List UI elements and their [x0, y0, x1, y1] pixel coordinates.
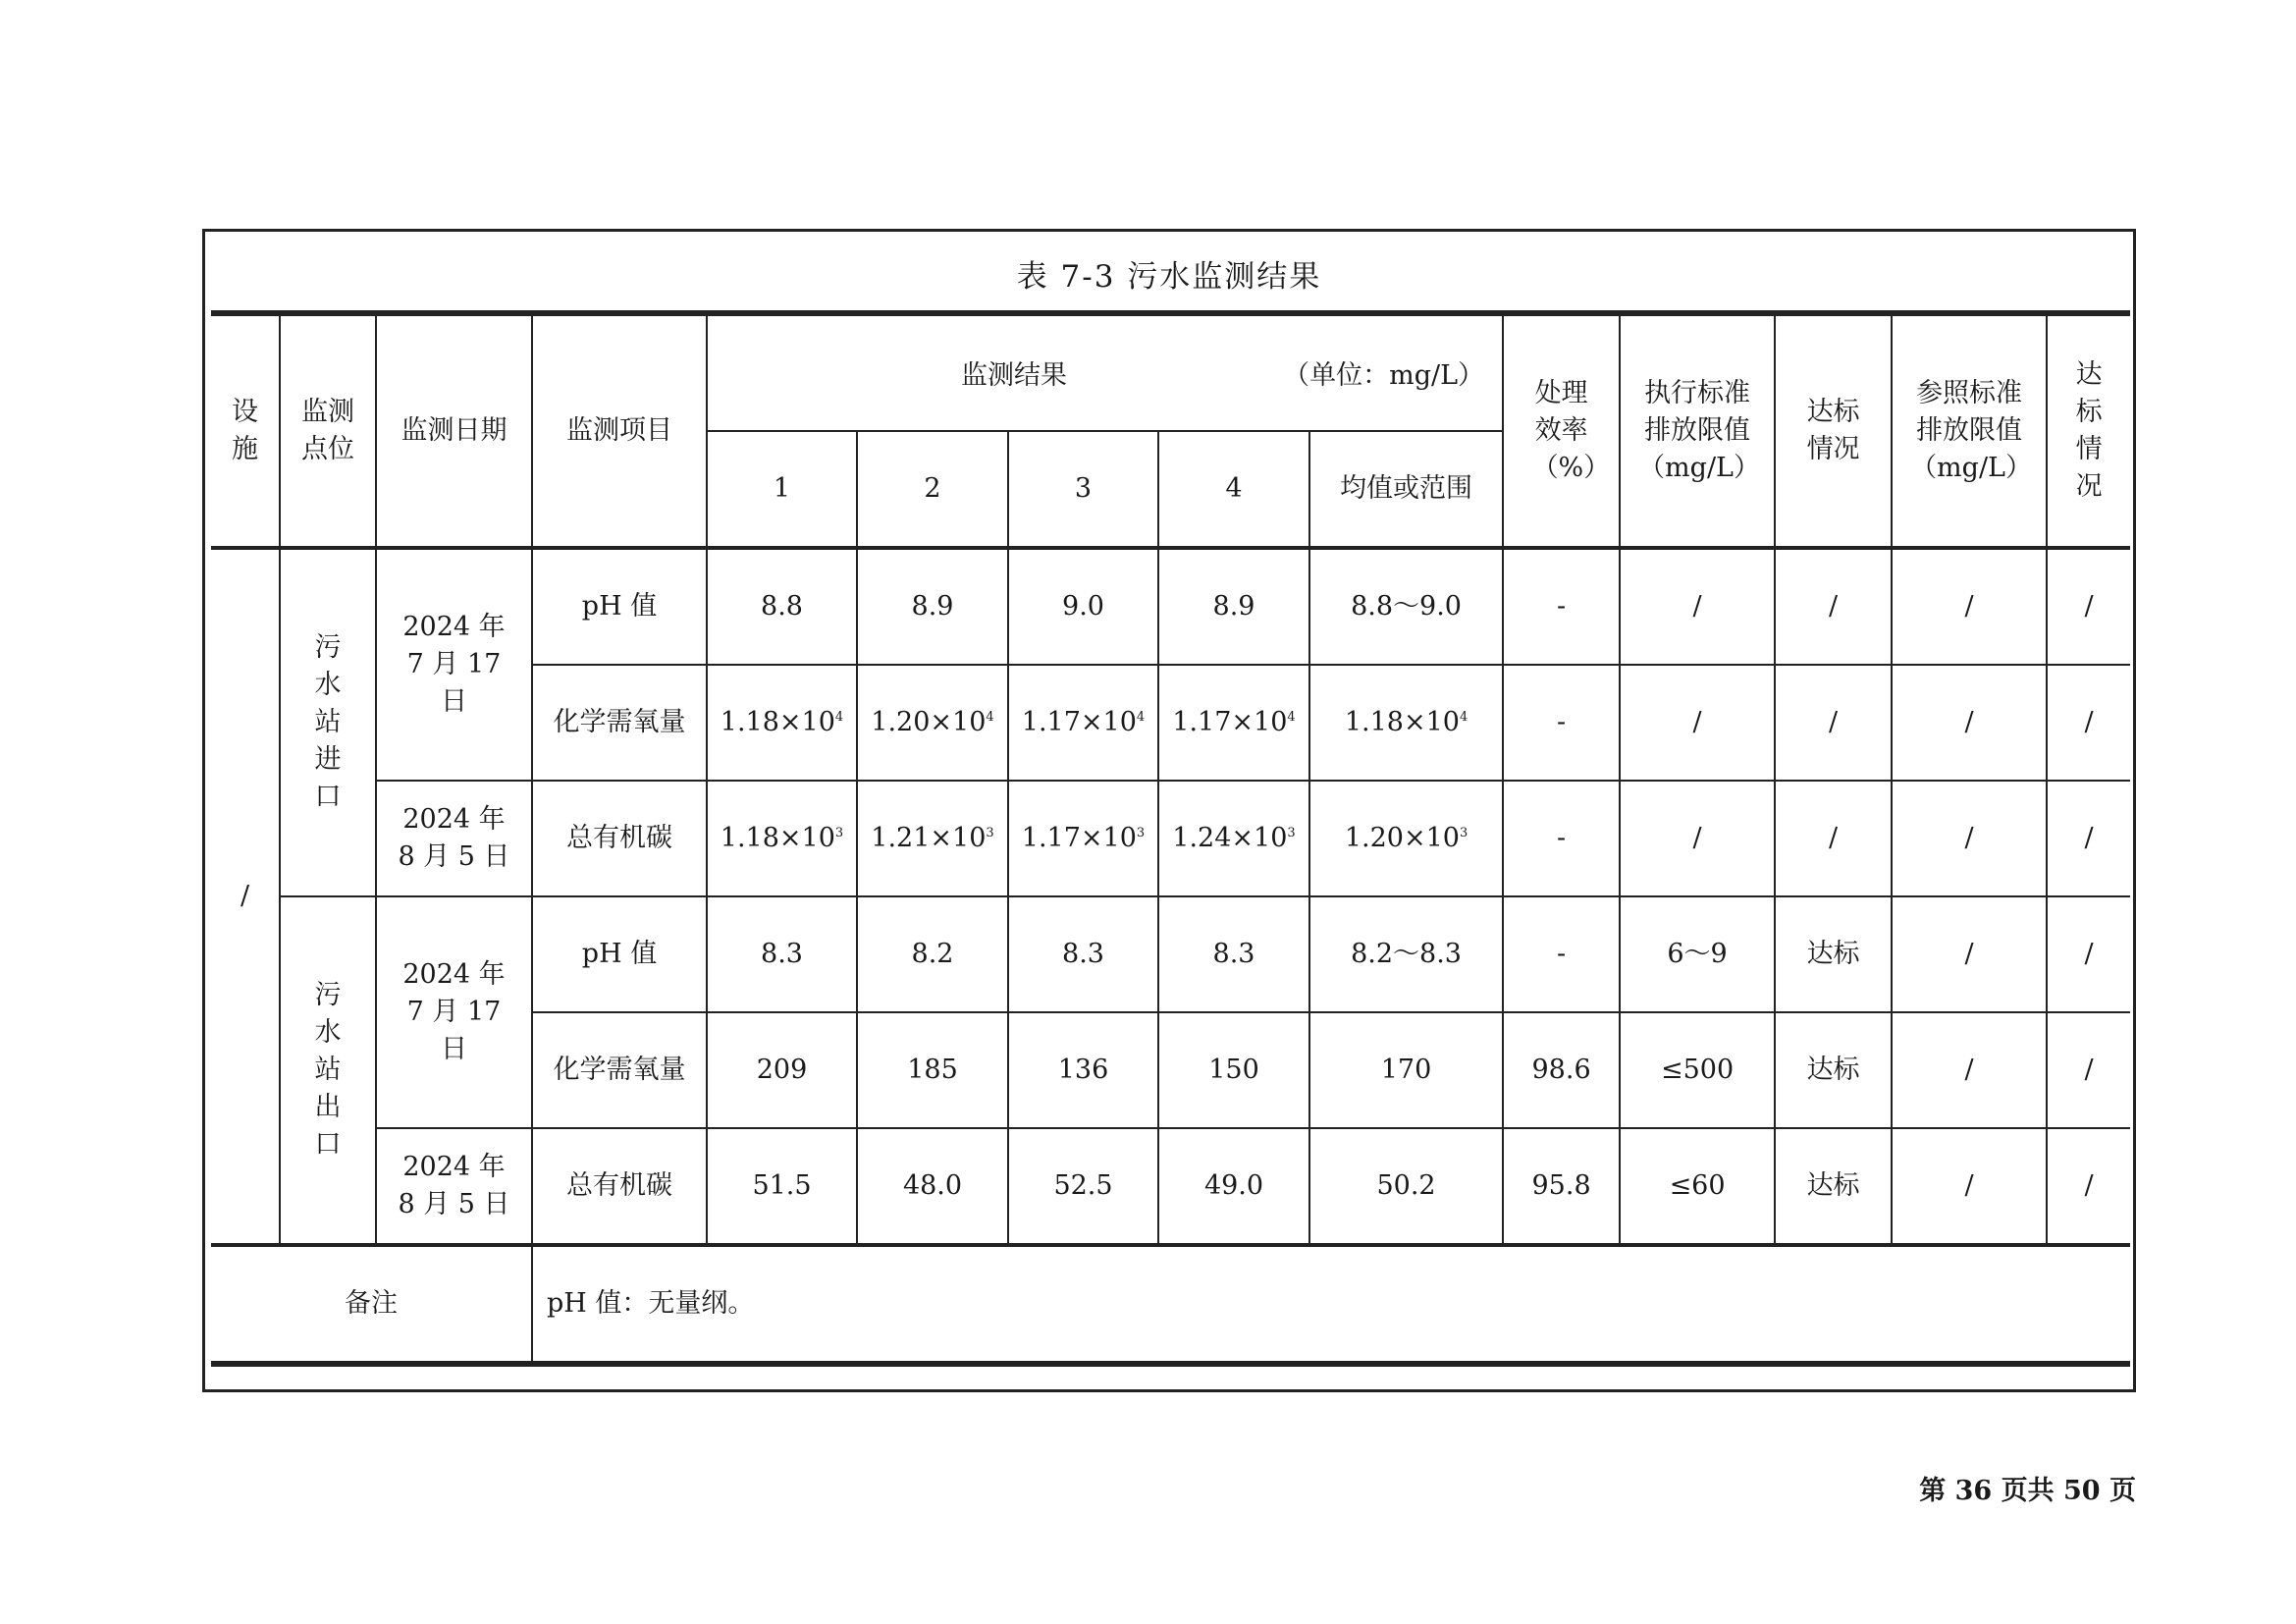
- item-cell: 化学需氧量: [532, 665, 707, 781]
- efficiency-cell: -: [1503, 665, 1620, 781]
- value-cell: 8.9: [1158, 548, 1309, 665]
- standard-cell: 6～9: [1620, 896, 1775, 1012]
- value-cell: $1.17\times 10^4$: [1008, 665, 1158, 781]
- page-number: 第 36 页共 50 页: [1919, 1476, 2136, 1506]
- avg-cell: $1.18\times 10^4$: [1309, 665, 1503, 781]
- header-efficiency: 处理效率（%）: [1503, 313, 1620, 548]
- date-cell: 2024 年 7 月 17 日: [376, 548, 532, 781]
- value-cell: 8.3: [1008, 896, 1158, 1012]
- avg-cell: $1.20\times 10^3$: [1309, 781, 1503, 896]
- standard-cell: /: [1620, 548, 1775, 665]
- value-cell: 51.5: [707, 1128, 857, 1245]
- reference-cell: /: [1892, 548, 2047, 665]
- compliance2-cell: /: [2047, 896, 2130, 1012]
- header-unit: （单位：mg/L）: [1283, 360, 1485, 391]
- value-cell: 136: [1008, 1012, 1158, 1128]
- facility-cell: /: [211, 548, 280, 1245]
- date-cell: 2024 年 8 月 5 日: [376, 781, 532, 896]
- efficiency-cell: -: [1503, 548, 1620, 665]
- compliance-cell: /: [1775, 665, 1892, 781]
- value-cell: 8.2: [857, 896, 1008, 1012]
- header-item: 监测项目: [532, 313, 707, 548]
- table-title: 表 7-3 污水监测结果: [1016, 259, 1322, 295]
- value-cell: 48.0: [857, 1128, 1008, 1245]
- note-row: [211, 1245, 2130, 1364]
- reference-cell: /: [1892, 896, 2047, 1012]
- header-compliance: 达标情况: [1775, 313, 1892, 548]
- compliance-cell: 达标: [1775, 1128, 1892, 1245]
- item-cell: pH 值: [532, 548, 707, 665]
- compliance2-cell: /: [2047, 781, 2130, 896]
- standard-cell: ≤60: [1620, 1128, 1775, 1245]
- header-results-label: 监测结果: [961, 360, 1067, 391]
- table-row: [211, 548, 2130, 665]
- point-cell: 污水站出口: [280, 896, 376, 1245]
- compliance2-cell: /: [2047, 548, 2130, 665]
- standard-cell: /: [1620, 665, 1775, 781]
- header-point: 监测点位: [280, 313, 376, 548]
- header-compliance-2: 达标情况: [2047, 313, 2130, 548]
- point-cell: 污水站进口: [280, 548, 376, 896]
- reference-cell: /: [1892, 1128, 2047, 1245]
- header-col-4: 4: [1158, 431, 1309, 548]
- avg-cell: 170: [1309, 1012, 1503, 1128]
- item-cell: 总有机碳: [532, 1128, 707, 1245]
- standard-cell: ≤500: [1620, 1012, 1775, 1128]
- standard-cell: /: [1620, 781, 1775, 896]
- value-cell: 8.8: [707, 548, 857, 665]
- compliance2-cell: /: [2047, 1128, 2130, 1245]
- header-col-3: 3: [1008, 431, 1158, 548]
- value-cell: 52.5: [1008, 1128, 1158, 1245]
- value-cell: 8.3: [1158, 896, 1309, 1012]
- header-facility: 设施: [211, 313, 280, 548]
- avg-cell: 8.2～8.3: [1309, 896, 1503, 1012]
- header-standard: 执行标准排放限值（mg/L）: [1620, 313, 1775, 548]
- header-results: [707, 313, 1503, 431]
- monitoring-results-table: [211, 310, 2130, 1367]
- header-col-1: 1: [707, 431, 857, 548]
- avg-cell: 8.8～9.0: [1309, 548, 1503, 665]
- table-row: [211, 1128, 2130, 1245]
- date-cell: 2024 年 7 月 17 日: [376, 896, 532, 1128]
- header-col-2: 2: [857, 431, 1008, 548]
- note-text: pH 值：无量纲。: [532, 1245, 2130, 1364]
- compliance2-cell: /: [2047, 665, 2130, 781]
- reference-cell: /: [1892, 781, 2047, 896]
- header-reference: 参照标准排放限值（mg/L）: [1892, 313, 2047, 548]
- table-row: [211, 781, 2130, 896]
- value-cell: 8.9: [857, 548, 1008, 665]
- efficiency-cell: 95.8: [1503, 1128, 1620, 1245]
- compliance2-cell: /: [2047, 1012, 2130, 1128]
- reference-cell: /: [1892, 1012, 2047, 1128]
- reference-cell: /: [1892, 665, 2047, 781]
- value-cell: $1.17\times 10^3$: [1008, 781, 1158, 896]
- compliance-cell: 达标: [1775, 896, 1892, 1012]
- value-cell: 150: [1158, 1012, 1309, 1128]
- compliance-cell: 达标: [1775, 1012, 1892, 1128]
- value-cell: 49.0: [1158, 1128, 1309, 1245]
- value-cell: 185: [857, 1012, 1008, 1128]
- value-cell: $1.18\times 10^3$: [707, 781, 857, 896]
- note-label: 备注: [211, 1245, 532, 1364]
- compliance-cell: /: [1775, 548, 1892, 665]
- header-avg: 均值或范围: [1309, 431, 1503, 548]
- item-cell: 化学需氧量: [532, 1012, 707, 1128]
- item-cell: pH 值: [532, 896, 707, 1012]
- efficiency-cell: 98.6: [1503, 1012, 1620, 1128]
- avg-cell: 50.2: [1309, 1128, 1503, 1245]
- value-cell: $1.20\times 10^4$: [857, 665, 1008, 781]
- value-cell: $1.21\times 10^3$: [857, 781, 1008, 896]
- value-cell: 8.3: [707, 896, 857, 1012]
- value-cell: $1.24\times 10^3$: [1158, 781, 1309, 896]
- efficiency-cell: -: [1503, 781, 1620, 896]
- value-cell: 209: [707, 1012, 857, 1128]
- value-cell: 9.0: [1008, 548, 1158, 665]
- date-cell: 2024 年 8 月 5 日: [376, 1128, 532, 1245]
- table-row: [211, 896, 2130, 1012]
- header-date: 监测日期: [376, 313, 532, 548]
- efficiency-cell: -: [1503, 896, 1620, 1012]
- value-cell: $1.18\times 10^4$: [707, 665, 857, 781]
- compliance-cell: /: [1775, 781, 1892, 896]
- item-cell: 总有机碳: [532, 781, 707, 896]
- value-cell: $1.17\times 10^4$: [1158, 665, 1309, 781]
